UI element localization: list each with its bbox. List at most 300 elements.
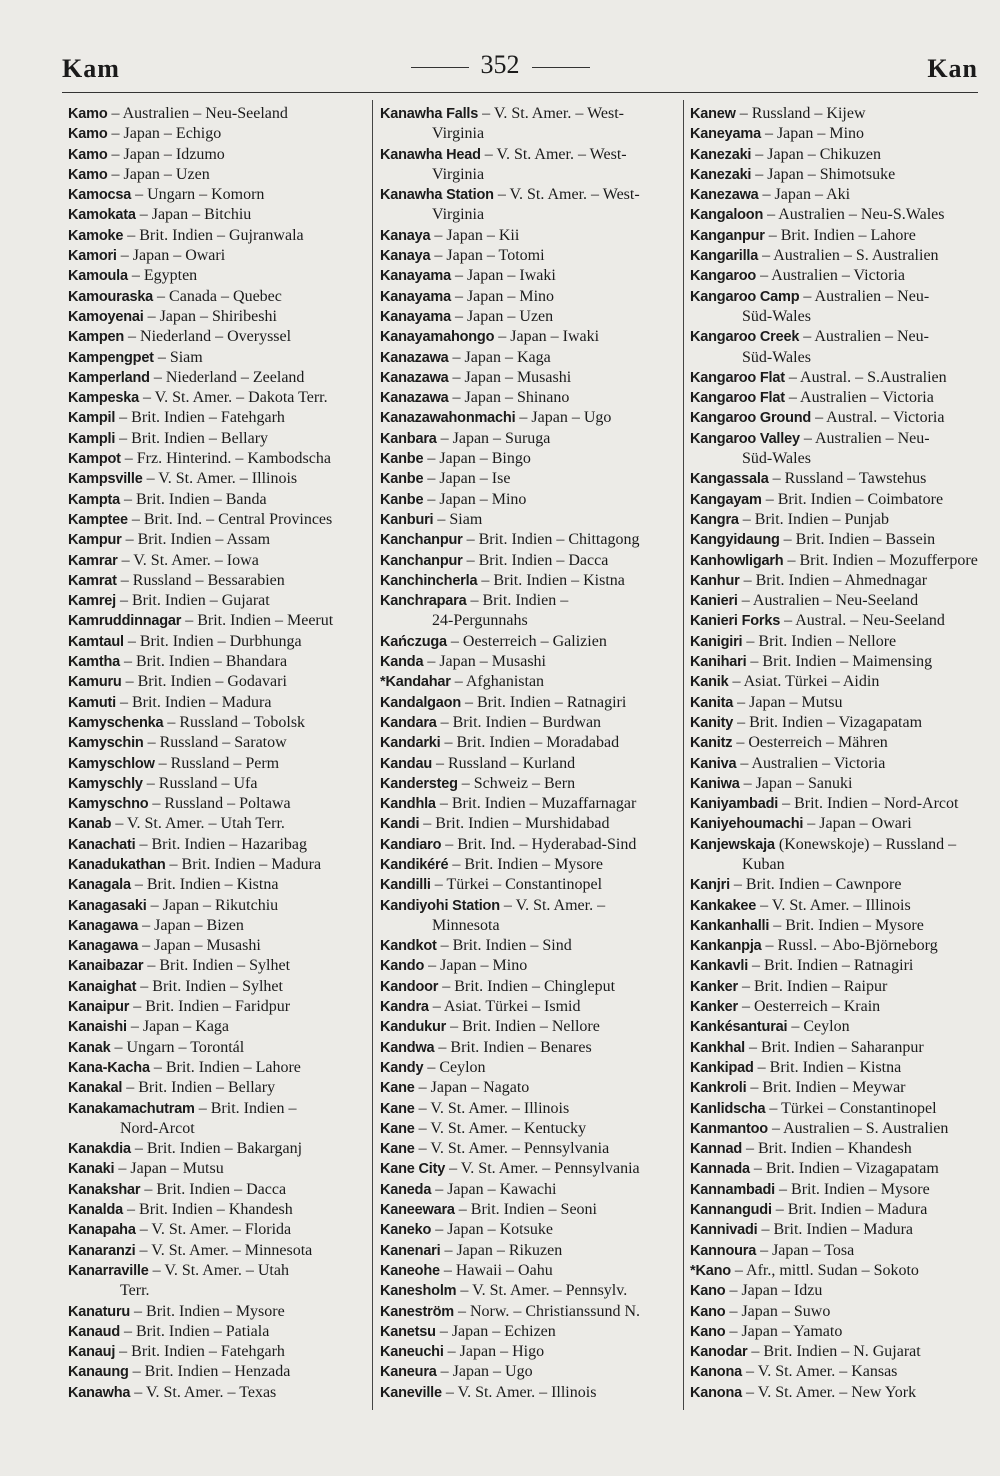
place-name: Kanakdia [68, 1141, 131, 1158]
gazetteer-entry [380, 408, 678, 428]
place-name: Kanaya [380, 227, 431, 244]
place-name: Kano [690, 1323, 726, 1340]
place-name: Kaneville [380, 1384, 442, 1401]
gazetteer-entry [380, 713, 678, 733]
header-dash-left [411, 67, 469, 68]
gazetteer-entry [380, 956, 678, 976]
gazetteer-entry [690, 266, 982, 286]
place-location: – Brit. Indien – Madura [115, 693, 272, 711]
gazetteer-entry [68, 733, 366, 753]
gazetteer-entry [68, 1302, 366, 1322]
gazetteer-entry [690, 1383, 982, 1403]
place-name: Kanauj [68, 1344, 116, 1361]
place-location: – Japan – Yamato [725, 1322, 843, 1340]
place-name: Kangyidaung [690, 532, 780, 549]
place-location: – Japan – Sanuki [739, 774, 853, 792]
place-name: Kanarraville [68, 1262, 149, 1279]
place-name: Kangaroo Camp [690, 288, 800, 305]
continuation-text: Virginia [432, 165, 485, 183]
place-location: – Brit. Indien – Mysore [769, 916, 924, 934]
place-location: – Australien – Neu- [799, 328, 929, 346]
entry-continuation [690, 307, 982, 327]
place-name: Kanawha [68, 1384, 131, 1401]
place-name: Kampsville [68, 471, 143, 488]
place-name: Kanayama [380, 288, 451, 305]
place-name: Kampeska [68, 390, 139, 407]
gazetteer-entry [380, 530, 678, 550]
gazetteer-entry [68, 754, 366, 774]
place-location: – Brit. Indien – Khandesh [741, 1140, 912, 1158]
place-location: – Brit. Indien – Nord-Arcot [778, 795, 959, 813]
gazetteer-entry [68, 1058, 366, 1078]
place-location: – Japan – Mino [450, 287, 555, 305]
place-name: Kangassala [690, 471, 769, 488]
place-location: – Brit. Ind. – Central Provinces [127, 510, 333, 528]
place-name: Kanesholm [380, 1283, 457, 1300]
gazetteer-entry [690, 713, 982, 733]
place-name: Kanity [690, 714, 734, 731]
place-location: – Siam [153, 348, 203, 366]
column-divider [372, 100, 373, 1410]
place-location: – Japan – Kaga [448, 348, 551, 366]
gazetteer-entry [380, 814, 678, 834]
place-name: Kangaloon [690, 207, 764, 224]
gazetteer-entry [68, 611, 366, 631]
place-location: – V. St. Amer. – West- [478, 105, 624, 122]
place-name: Kanaipur [68, 999, 130, 1016]
place-location: – Japan – Shiribeshi [143, 307, 277, 325]
place-name: Kannoura [690, 1242, 757, 1259]
gazetteer-entry [380, 348, 678, 368]
place-name: Kanodar [690, 1344, 748, 1361]
place-location: – Brit. Indien – Durbhunga [123, 632, 302, 650]
gazetteer-entry [68, 246, 366, 266]
place-name: Kandi [380, 816, 420, 833]
place-name: Kanchanpur [380, 532, 463, 549]
page-number-text: 352 [480, 50, 520, 79]
place-location: – Brit. Indien – Murshidabad [419, 815, 610, 833]
place-location: – Japan – Totomi [430, 247, 545, 265]
gazetteer-entry [690, 104, 982, 124]
place-location: – Brit. Indien – Nellore [446, 1018, 600, 1036]
gazetteer-entry [380, 754, 678, 774]
place-name: Kaneewara [380, 1202, 455, 1219]
place-name: Kandiyohi Station [380, 897, 500, 914]
place-location: – Australien – Neu- [799, 429, 930, 447]
place-location: – Japan – Mino [423, 490, 527, 508]
place-location: – Brit. Indien – Kistna [477, 571, 625, 589]
place-location: – Canada – Quebec [153, 287, 282, 305]
gazetteer-entry [690, 1180, 982, 1200]
place-name: Kamo [68, 146, 108, 163]
place-name: Kanazawa [380, 390, 449, 407]
place-name: Kamo [68, 126, 108, 143]
place-location: – Russland – Perm [154, 754, 280, 772]
gazetteer-entry [690, 611, 982, 631]
place-name: Kanchrapara [380, 593, 467, 610]
place-location: – Japan – Chikuzen [751, 145, 882, 163]
gazetteer-entry [690, 774, 982, 794]
gazetteer-entry [68, 226, 366, 246]
place-name: Kamrar [68, 552, 118, 569]
place-location: – Brit. Indien – Mysore [130, 1302, 285, 1320]
place-location: – Brit. Ind. – Hyderabad-Sind [441, 835, 637, 853]
place-location: – Brit. Indien – Assam [121, 531, 271, 549]
place-location: – Japan – Ise [423, 470, 511, 488]
place-name: Kandau [380, 755, 432, 772]
place-location: – Brit. Indien – Bassein [779, 531, 936, 549]
place-name: Kanaki [68, 1161, 115, 1178]
place-name: Kannangudi [690, 1202, 772, 1219]
place-name: Kamuti [68, 694, 116, 711]
place-location: – Japan – Suruga [436, 429, 551, 447]
gazetteer-entry [380, 794, 678, 814]
gazetteer-entry [380, 287, 678, 307]
place-name: Kannad [690, 1141, 742, 1158]
gazetteer-entry [68, 1200, 366, 1220]
gazetteer-entry [690, 1342, 982, 1362]
place-location: – Brit. Indien – Punjab [738, 510, 889, 528]
place-location: – Japan – Kaga [126, 1018, 230, 1036]
place-location: – Russland – Ufa [142, 774, 258, 792]
place-name: Kanachati [68, 836, 136, 853]
place-location: – Oesterreich – Mähren [732, 734, 888, 752]
gazetteer-entry [68, 1180, 366, 1200]
place-location: – V. St. Amer. – Pennsylvania [414, 1140, 610, 1158]
place-name: Kano [690, 1283, 726, 1300]
gazetteer-entry [690, 145, 982, 165]
gazetteer-entry [690, 956, 982, 976]
place-location: – Brit. Indien – Hazaribag [135, 835, 307, 853]
place-name: Kaneda [380, 1181, 432, 1198]
place-location: – Russland – Saratow [143, 734, 287, 752]
continuation-text: Nord-Arcot [120, 1119, 195, 1137]
place-location: – Türkei – Constantinopel [765, 1099, 937, 1117]
gazetteer-entry [380, 896, 678, 916]
place-name: Kangaroo Flat [690, 369, 785, 386]
gazetteer-entry [690, 977, 982, 997]
place-name: Kane [380, 1120, 415, 1137]
gazetteer-entry [380, 1038, 678, 1058]
gazetteer-entry [68, 469, 366, 489]
place-location: – V. St. Amer. – Utah Terr. [111, 815, 285, 833]
place-name: Kankhal [690, 1039, 746, 1056]
place-location: – Australien – S. Australien [758, 247, 939, 265]
gazetteer-entry [68, 693, 366, 713]
place-location: – Brit. Indien – Madura [771, 1201, 928, 1219]
place-name: Kanita [690, 694, 734, 711]
gazetteer-entry [690, 429, 982, 449]
gazetteer-entry [690, 1099, 982, 1119]
gazetteer-entry [380, 1281, 678, 1301]
gazetteer-entry [68, 1322, 366, 1342]
entry-continuation [380, 205, 678, 225]
place-name: Kaneohe [380, 1262, 440, 1279]
gazetteer-entry [380, 469, 678, 489]
place-location: – Japan – Mutsu [733, 693, 843, 711]
header-dash-right [532, 67, 590, 68]
place-location: – Australien – Victoria [736, 754, 886, 772]
place-name: Kandilli [380, 877, 431, 894]
place-location: – Russland – Tobolsk [163, 713, 306, 731]
place-location: – Brit. Indien – Mysore [448, 855, 603, 873]
place-name: Kaniyehoumachi [690, 816, 804, 833]
place-name: Kanagasaki [68, 897, 147, 914]
continuation-text: Virginia [432, 206, 485, 224]
place-name: Kampta [68, 491, 120, 508]
place-location: – Brit. Indien – [466, 592, 569, 610]
header-rule [62, 92, 978, 93]
column-divider [683, 100, 684, 1410]
place-name: Kaniwa [690, 775, 740, 792]
gazetteer-entry [68, 896, 366, 916]
gazetteer-entry [690, 327, 982, 347]
place-location: – Russland – Kijew [735, 105, 866, 122]
gazetteer-entry [690, 1322, 982, 1342]
place-location: – Brit. Indien – Chingleput [438, 977, 616, 995]
gazetteer-entry [690, 368, 982, 388]
gazetteer-entry [68, 327, 366, 347]
place-name: Kamokata [68, 207, 136, 224]
gazetteer-entry [380, 835, 678, 855]
place-name: Kanaturu [68, 1303, 131, 1320]
place-name: Kanapaha [68, 1222, 136, 1239]
place-location: – Brit. Indien – Fatehgarh [115, 409, 285, 427]
entry-continuation [690, 449, 982, 469]
gazetteer-entry [380, 1322, 678, 1342]
place-name: Kamyschlow [68, 755, 155, 772]
place-location: – Russland – Kurland [431, 754, 576, 772]
gazetteer-entry [690, 1200, 982, 1220]
gazetteer-entry [68, 794, 366, 814]
place-location: – V. St. Amer. – Minnesota [135, 1241, 313, 1259]
gazetteer-entry [690, 1139, 982, 1159]
gazetteer-entry [380, 1220, 678, 1240]
place-name: Kamrat [68, 572, 117, 589]
place-name: Kampli [68, 430, 116, 447]
gazetteer-entry [68, 490, 366, 510]
gazetteer-entry [690, 551, 982, 571]
gazetteer-entry [68, 591, 366, 611]
gazetteer-entry [690, 408, 982, 428]
place-location: – Brit. Indien – N. Gujarat [747, 1343, 921, 1361]
place-name: Kamtha [68, 654, 120, 671]
place-name: Kanganpur [690, 227, 765, 244]
gazetteer-entry [68, 530, 366, 550]
gazetteer-entry [380, 1058, 678, 1078]
place-location: – Brit. Indien – Madura [757, 1221, 914, 1239]
place-name: Kanaung [68, 1364, 129, 1381]
place-name: Kanigiri [690, 633, 743, 650]
place-name: Kangaroo Creek [690, 329, 800, 346]
place-name: Kamyschin [68, 735, 144, 752]
gazetteer-entry [68, 571, 366, 591]
place-location: – Afr., mittl. Sudan – Sokoto [730, 1261, 919, 1279]
entry-continuation [68, 1119, 366, 1139]
gazetteer-entry [690, 733, 982, 753]
place-name: Kaneström [380, 1303, 454, 1320]
place-location: – Australien – S. Australien [767, 1119, 949, 1137]
gazetteer-entry [380, 449, 678, 469]
place-name: Kandy [380, 1059, 424, 1076]
place-name: Kanezaki [690, 166, 752, 183]
gazetteer-entry [68, 997, 366, 1017]
gazetteer-entry [380, 368, 678, 388]
place-location: – Japan – Idzumo [107, 145, 225, 163]
place-name: Kanbara [380, 430, 437, 447]
place-location: – Austral. – Neu-Seeland [780, 612, 945, 630]
place-location: – Brit. Indien – Sind [436, 937, 572, 955]
gazetteer-entry [68, 1220, 366, 1240]
place-name: Kanbe [380, 491, 424, 508]
gazetteer-entry [690, 997, 982, 1017]
place-location: – V. St. Amer. – Dakota Terr. [138, 389, 328, 407]
gazetteer-entry [380, 1119, 678, 1139]
gazetteer-entry [690, 205, 982, 225]
gazetteer-entry [68, 510, 366, 530]
place-location: – Egypten [127, 267, 198, 285]
place-location: – Brit. Indien – Muzaffarnagar [435, 795, 637, 813]
place-location: – Russl. – Abo-Björneborg [761, 937, 938, 955]
place-name: Kanchanpur [380, 552, 463, 569]
place-location: – Japan – Rikutchiu [146, 896, 279, 914]
place-name: Kanhur [690, 572, 740, 589]
place-location: – Asiat. Türkei – Aidin [728, 673, 880, 691]
gazetteer-entry [380, 1261, 678, 1281]
place-name: Kamperland [68, 369, 150, 386]
gazetteer-entry [68, 977, 366, 997]
place-location: – Oesterreich – Krain [737, 998, 881, 1016]
place-name: Kanaya [380, 248, 431, 265]
place-name: Kanjri [690, 877, 730, 894]
place-name: Kanenari [380, 1242, 441, 1259]
place-location: – Brit. Indien – Ahmednagar [739, 571, 928, 589]
place-name: Kamori [68, 248, 117, 265]
place-location: (Konewskoje) – Russland – [774, 835, 957, 853]
place-location: – V. St. Amer. – Florida [135, 1221, 292, 1239]
gazetteer-entry [690, 287, 982, 307]
place-name: Kampil [68, 410, 116, 427]
place-name: Kanchincherla [380, 572, 478, 589]
place-location: – Brit. Indien – Benares [434, 1038, 592, 1056]
place-location: – Brit. Indien – Burdwan [436, 713, 602, 731]
place-location: – Japan – Shinano [448, 389, 570, 407]
place-name: Kanawha Falls [380, 106, 479, 122]
continuation-text: Süd-Wales [742, 307, 811, 325]
place-location: – V. St. Amer. – Iowa [117, 551, 259, 569]
gazetteer-entry [380, 936, 678, 956]
gazetteer-entry [690, 124, 982, 144]
gazetteer-entry [68, 449, 366, 469]
place-name: Kannivadi [690, 1222, 758, 1239]
gazetteer-entry [380, 327, 678, 347]
place-location: – Brit. Indien – Dacca [140, 1180, 287, 1198]
gazetteer-entry [690, 916, 982, 936]
place-name: Kandersteg [380, 775, 458, 792]
continuation-text: Virginia [432, 125, 485, 143]
place-name: Kandoor [380, 978, 439, 995]
place-location: – Japan – Suwo [725, 1302, 831, 1320]
place-location: – Australien – Neu- [799, 287, 930, 305]
place-name: Kandikéré [380, 856, 449, 873]
place-name: Kannada [690, 1161, 750, 1178]
gazetteer-entry [68, 104, 366, 124]
place-location: – Japan – Iwaki [450, 267, 556, 285]
place-location: – Japan – Ugo [515, 409, 612, 427]
gazetteer-entry [690, 814, 982, 834]
gazetteer-entry [690, 1078, 982, 1098]
gazetteer-entry [380, 490, 678, 510]
gazetteer-entry [380, 551, 678, 571]
gazetteer-entry [690, 246, 982, 266]
place-location: – Japan – Aki [758, 186, 851, 204]
place-location: – Brit. Indien – Madura [165, 855, 322, 873]
gazetteer-entry [68, 875, 366, 895]
place-name: Kanakshar [68, 1181, 141, 1198]
gazetteer-entry [68, 145, 366, 165]
place-location: – Brit. Indien – Moradabad [440, 734, 620, 752]
place-location: – Japan – Mino [424, 957, 528, 975]
place-location: – Brit. Indien – Sylhet [136, 977, 283, 995]
gazetteer-entry [380, 510, 678, 530]
place-name: Kamo [68, 166, 108, 183]
gazetteer-entry [380, 246, 678, 266]
continuation-text: Terr. [120, 1282, 150, 1300]
gazetteer-entry [68, 855, 366, 875]
gazetteer-entry [690, 1159, 982, 1179]
place-location: – Japan – Bitchiu [135, 206, 252, 224]
gazetteer-entry [690, 1017, 982, 1037]
gazetteer-entry [68, 205, 366, 225]
place-name: Kampengpet [68, 349, 154, 366]
gazetteer-entry [68, 1342, 366, 1362]
gazetteer-entry [380, 672, 678, 692]
place-location: – Russland – Poltawa [148, 795, 291, 813]
place-location: – Brit. Indien – Kistna [753, 1058, 902, 1076]
gazetteer-entry [380, 1302, 678, 1322]
place-name: Kane [380, 1100, 415, 1117]
place-name: Kanetsu [380, 1323, 436, 1340]
gazetteer-entry [690, 875, 982, 895]
gazetteer-entry [380, 693, 678, 713]
place-location: – Japan – Owari [803, 815, 912, 833]
place-name: Kanaud [68, 1323, 120, 1340]
place-name: Kanawha Station [380, 187, 494, 204]
gazetteer-entry [68, 652, 366, 672]
place-name: Kanker [690, 978, 738, 995]
gazetteer-entry [68, 368, 366, 388]
place-location: – V. St. Amer. – [499, 896, 606, 914]
gazetteer-entry [68, 835, 366, 855]
place-location: – Ungarn – Komorn [131, 186, 265, 204]
place-name: Kamuru [68, 674, 122, 691]
place-location: – Brit. Indien – Kistna [130, 876, 279, 894]
place-name: Kanaishi [68, 1019, 127, 1036]
place-name: Kamo [68, 106, 108, 122]
gazetteer-entry [68, 916, 366, 936]
gazetteer-entry [690, 1220, 982, 1240]
place-name: Kamrej [68, 593, 116, 610]
place-name: Kanieri [690, 593, 738, 610]
place-location: – Japan – Nagato [414, 1079, 530, 1097]
place-name: Kandhla [380, 796, 436, 813]
place-location: – Japan – Kawachi [431, 1180, 557, 1198]
place-location: – Ceylon [423, 1058, 486, 1076]
gazetteer-entry [380, 1200, 678, 1220]
gazetteer-entry [68, 956, 366, 976]
place-location: – Japan – Uzen [450, 307, 554, 325]
place-location: – Japan – Bizen [138, 916, 244, 934]
